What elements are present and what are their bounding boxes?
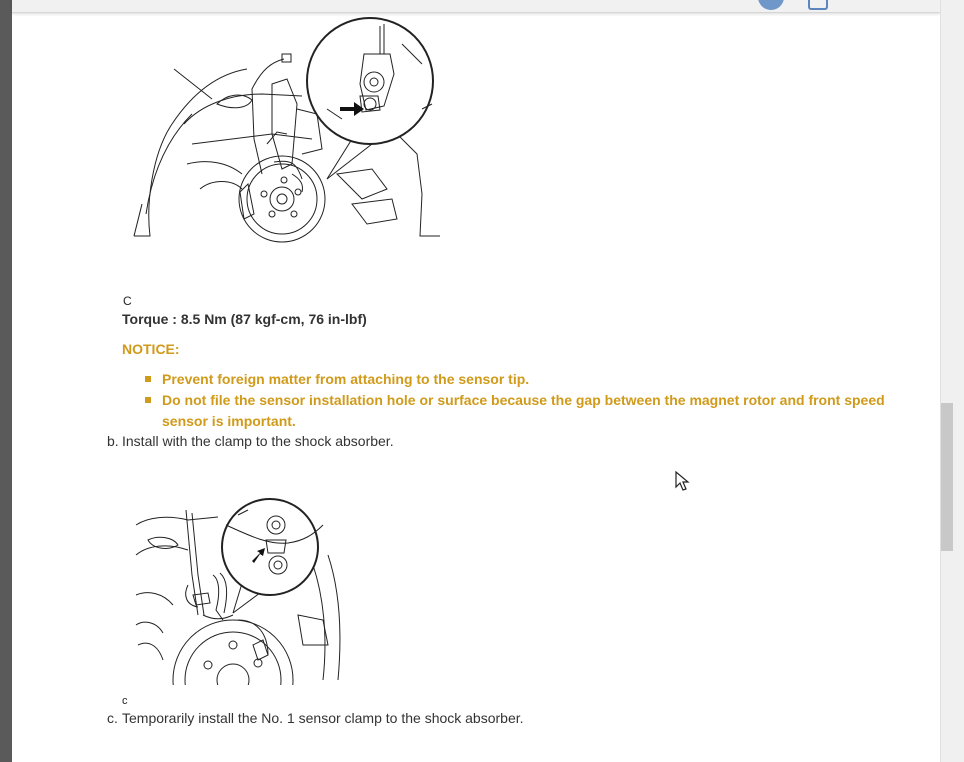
scrollbar-thumb[interactable] [941, 403, 953, 551]
sensor-clamp-diagram [128, 495, 348, 685]
notice-item-text: Prevent foreign matter from attaching to the sensor tip. [162, 371, 530, 387]
notice-title: NOTICE: [122, 341, 180, 357]
notice-item-text: Do not file the sensor installation hole or surface because the gap between the magnet rotor and front speed sensor is important. [162, 392, 885, 429]
toolbar [12, 0, 940, 13]
bullet-icon [145, 397, 151, 403]
torque-spec: Torque : 8.5 Nm (87 kgf-cm, 76 in-lbf) [122, 311, 367, 327]
figure-label: C [123, 294, 132, 308]
figure-label: c [122, 695, 128, 707]
notice-item [144, 369, 914, 390]
speed-sensor-install-diagram [122, 14, 452, 249]
step-marker: b. [107, 433, 119, 449]
step-text: Install with the clamp to the shock absorber. [122, 433, 394, 449]
avatar-icon[interactable] [758, 0, 784, 10]
mouse-pointer-icon [675, 471, 691, 493]
step-text: Temporarily install the No. 1 sensor clamp to the shock absorber. [122, 710, 524, 726]
window-icon[interactable] [808, 0, 828, 10]
step-marker: c. [107, 710, 118, 726]
bullet-icon [145, 376, 151, 382]
procedure-step [107, 433, 394, 449]
notice-list [144, 369, 914, 432]
vertical-scrollbar[interactable] [940, 0, 964, 762]
window-left-edge [0, 0, 12, 762]
procedure-step [107, 710, 524, 726]
notice-item [144, 390, 914, 432]
